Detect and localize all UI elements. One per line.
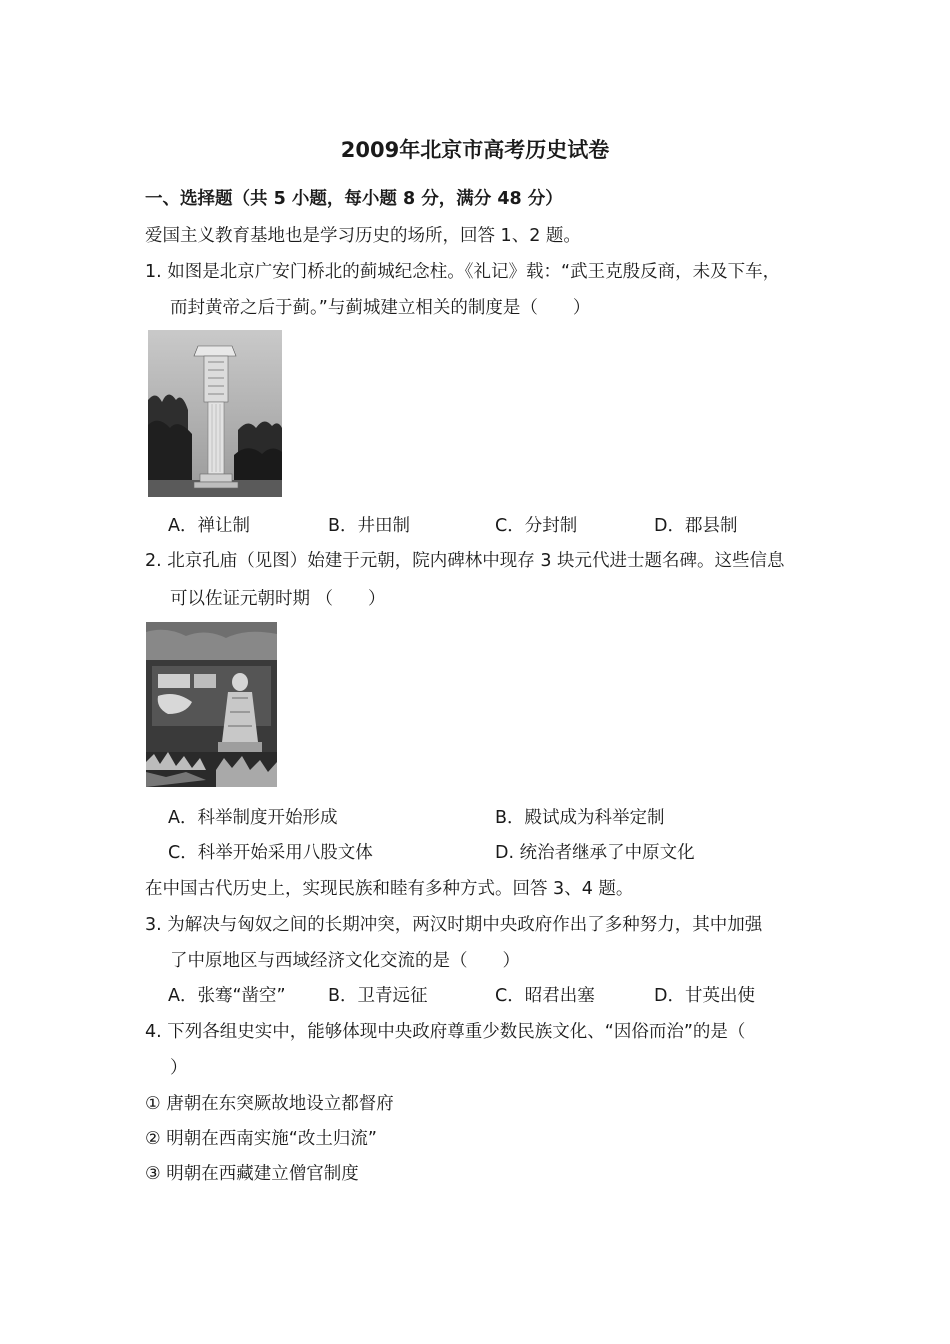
question-4-line-2: ） [170,1058,188,1078]
question-2-line-1: 2. 北京孔庙（见图）始建于元朝，院内碑林中现存 3 块元代进士题名碑。这些信息 [145,551,785,571]
question-3-line-1: 3. 为解决与匈奴之间的长期冲突，两汉时期中央政府作出了多种努力，其中加强 [145,915,763,935]
q3-option-b: B．卫青远征 [328,986,428,1006]
jicheng-memorial-pillar-photo [148,330,282,497]
q3-option-a: A．张骞“凿空” [168,986,286,1006]
q4-item-3: ③ 明朝在西藏建立僧官制度 [145,1164,359,1184]
q4-item-2: ② 明朝在西南实施“改土归流” [145,1129,377,1149]
question-3-line-2: 了中原地区与西域经济文化交流的是（ ） [170,951,520,971]
q1-option-c: C．分封制 [495,516,578,536]
q3-option-d: D．甘英出使 [654,986,755,1006]
q3-option-c: C．昭君出塞 [495,986,595,1006]
q1-option-a: A．禅让制 [168,516,250,536]
beijing-confucius-temple-photo [146,622,277,787]
question-1-line-2: 而封黄帝之后于蓟。”与蓟城建立相关的制度是（ ） [170,298,591,318]
q1-option-b: B．井田制 [328,516,411,536]
q2-option-a: A．科举制度开始形成 [168,808,338,828]
q2-option-c: C．科举开始采用八股文体 [168,843,373,863]
page-title: 2009年北京市高考历史试卷 [340,138,610,162]
question-4-line-1: 4. 下列各组史实中，能够体现中央政府尊重少数民族文化、“因俗而治”的是（ [145,1022,746,1042]
q2-option-b: B．殿试成为科举定制 [495,808,665,828]
q1-option-d: D．郡县制 [654,516,738,536]
intro-text-1: 爱国主义教育基地也是学习历史的场所，回答 1、2 题。 [145,226,581,246]
q4-item-1: ① 唐朝在东突厥故地设立都督府 [145,1094,394,1114]
intro-text-2: 在中国古代历史上，实现民族和睦有多种方式。回答 3、4 题。 [145,879,634,899]
question-2-line-2: 可以佐证元朝时期 （ ） [170,589,386,609]
q2-option-d: D. 统治者继承了中原文化 [495,843,695,863]
section-heading: 一、选择题（共 5 小题，每小题 8 分，满分 48 分） [145,189,563,209]
question-1-line-1: 1. 如图是北京广安门桥北的蓟城纪念柱。《礼记》载：“武王克殷反商，未及下车， [145,262,781,282]
